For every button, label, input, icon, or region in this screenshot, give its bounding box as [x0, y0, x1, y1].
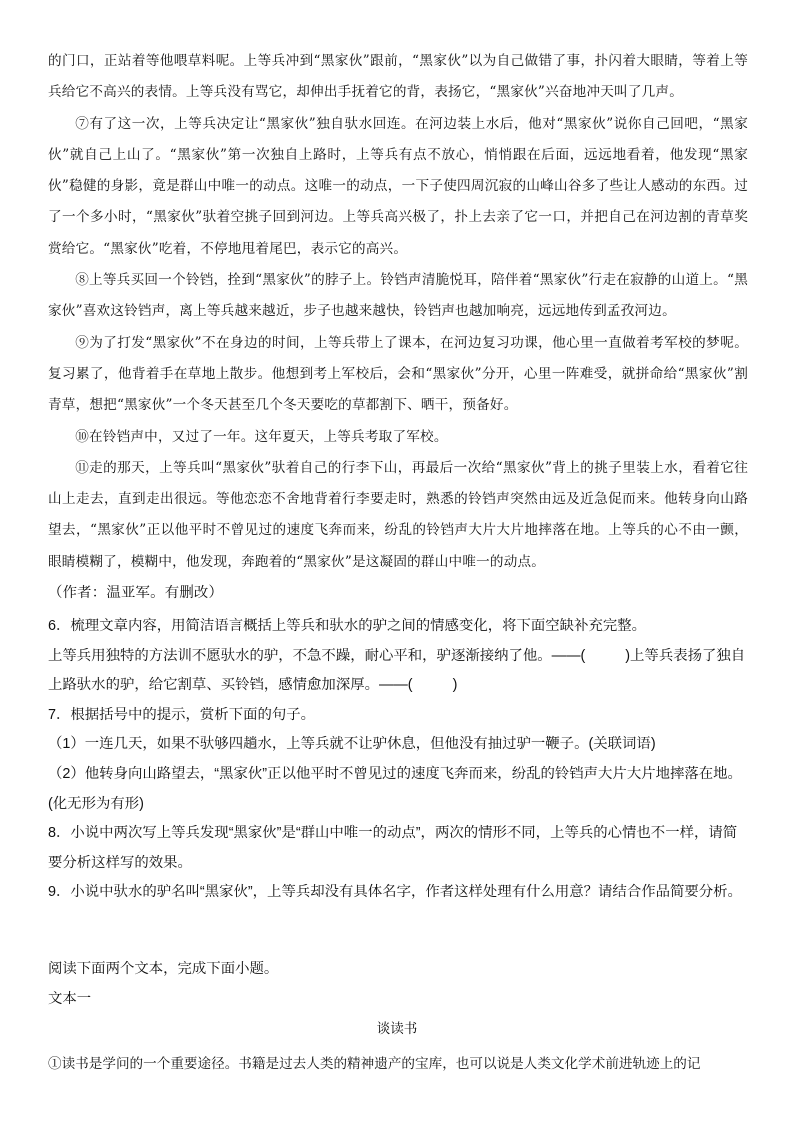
question-6-segment-a: 上等兵用独特的方法训不愿驮水的驴，不急不躁，耐心平和，驴逐渐接纳了他。——(	[48, 647, 586, 664]
question-6-segment-c: )	[452, 677, 458, 694]
question-7: 7．根据括号中的提示，赏析下面的句子。	[48, 706, 316, 723]
story-paragraph-11: ⑪走的那天，上等兵叫“黑家伙”驮着自己的行李下山，再最后一次给“黑家伙”背上的挑子里装上水，看着它往山上走去，直到走出很远。等他恋恋不舍地背着行李要走时，熟悉的铃铛声突然由远及近急促而来。他转身向山路望去，“黑家伙”正以他平时不曾见过的速度飞奔而来，纷乱的铃铛声大片大片地摔落在地。上等兵的心不由一颤，眼睛模糊了，模糊中，他发现，奔跑着的“黑家伙”是这凝固的群山中唯一的动点。	[48, 459, 748, 570]
essay-title: 谈读书	[376, 1021, 418, 1037]
question-6-answer-line	[48, 642, 748, 701]
questions-block	[48, 612, 748, 908]
story-paragraph-9: ⑨为了打发“黑家伙”不在身边的时间，上等兵带上了课本，在河边复习功课，他心里一直做着考军校的梦呢。复习累了，他背着手在草地上散步。他想到考上军校后，会和“黑家伙”分开，心里一阵难受，就拼命给“黑家伙”割青草，想把“黑家伙”一个冬天甚至几个冬天要吃的草都割下、晒干，预备好。	[48, 334, 748, 414]
text-one-label: 文本一	[48, 990, 92, 1007]
question-9: 9．小说中驮水的驴名叫“黑家伙”，上等兵却没有具体名字，作者这样处理有什么用意？请结合作品简要分析。	[48, 884, 742, 901]
essay-paragraph-1: ①读书是学问的一个重要途径。书籍是过去人类的精神遗产的宝库，也可以说是人类文化学术前进轨迹上的记	[48, 1056, 701, 1072]
question-6-segment-b: )上等兵表扬了独自上路驮水的驴，给它割草、买铃铛，感情愈加深厚。——(	[48, 647, 746, 694]
story-text	[48, 46, 748, 609]
story-paragraph-10: ⑩在铃铛声中，又过了一年。这年夏天，上等兵考取了军校。	[75, 428, 448, 445]
author-credit: （作者：温亚军。有删改）	[48, 585, 224, 602]
story-paragraph-7: ⑦有了这一次，上等兵决定让“黑家伙”独自驮水回连。在河边装上水后，他对“黑家伙”说你自己回吧，“黑家伙”就自己上山了。“黑家伙”第一次独自上路时，上等兵有点不放心，悄悄跟在后面，远远地看着，他发现“黑家伙”稳健的身影，竟是群山中唯一的动点。这唯一的动点，一下子使四周沉寂的山峰山谷多了些让人感动的东西。过了一个多小时，“黑家伙”驮着空挑子回到河边。上等兵高兴极了，扑上去亲了它一口，并把自己在河边割的青草奖赏给它。“黑家伙”吃着，不停地甩着尾巴，表示它的高兴。	[48, 115, 748, 257]
next-section	[48, 955, 748, 1014]
question-6: 6．梳理文章内容，用简洁语言概括上等兵和驮水的驴之间的情感变化，将下面空缺补充完整。	[48, 618, 647, 634]
story-paragraph-8: ⑧上等兵买回一个铃铛，拴到“黑家伙”的脖子上。铃铛声清脆悦耳，陪伴着“黑家伙”行走在寂静的山道上。“黑家伙”喜欢这铃铛声，离上等兵越来越近，步子也越来越快，铃铛声也越加响亮，远远地传到孟孜河边。	[48, 272, 748, 320]
story-paragraph-continuation: 的门口，正站着等他喂草料呢。上等兵冲到“黑家伙”跟前，“黑家伙”以为自己做错了事，扑闪着大眼睛，等着上等兵给它不高兴的表情。上等兵没有骂它，却伸出手抚着它的背，表扬它，“黑家伙”兴奋地冲天叫了几声。	[48, 53, 748, 101]
section-intro: 阅读下面两个文本，完成下面小题。	[48, 961, 279, 977]
question-8: 8．小说中两次写上等兵发现“黑家伙”是“群山中唯一的动点”，两次的情形不同，上等兵的心情也不一样，请简要分析这样写的效果。	[48, 825, 738, 871]
question-7-part-1: （1）一连几天，如果不驮够四趟水，上等兵就不让驴休息，但他没有抽过驴一鞭子。(关联词语)	[48, 736, 656, 753]
question-7-part-2: （2）他转身向山路望去，“黑家伙”正以他平时不曾见过的速度飞奔而来，纷乱的铃铛声大片大片地摔落在地。(化无形为有形)	[48, 765, 742, 812]
